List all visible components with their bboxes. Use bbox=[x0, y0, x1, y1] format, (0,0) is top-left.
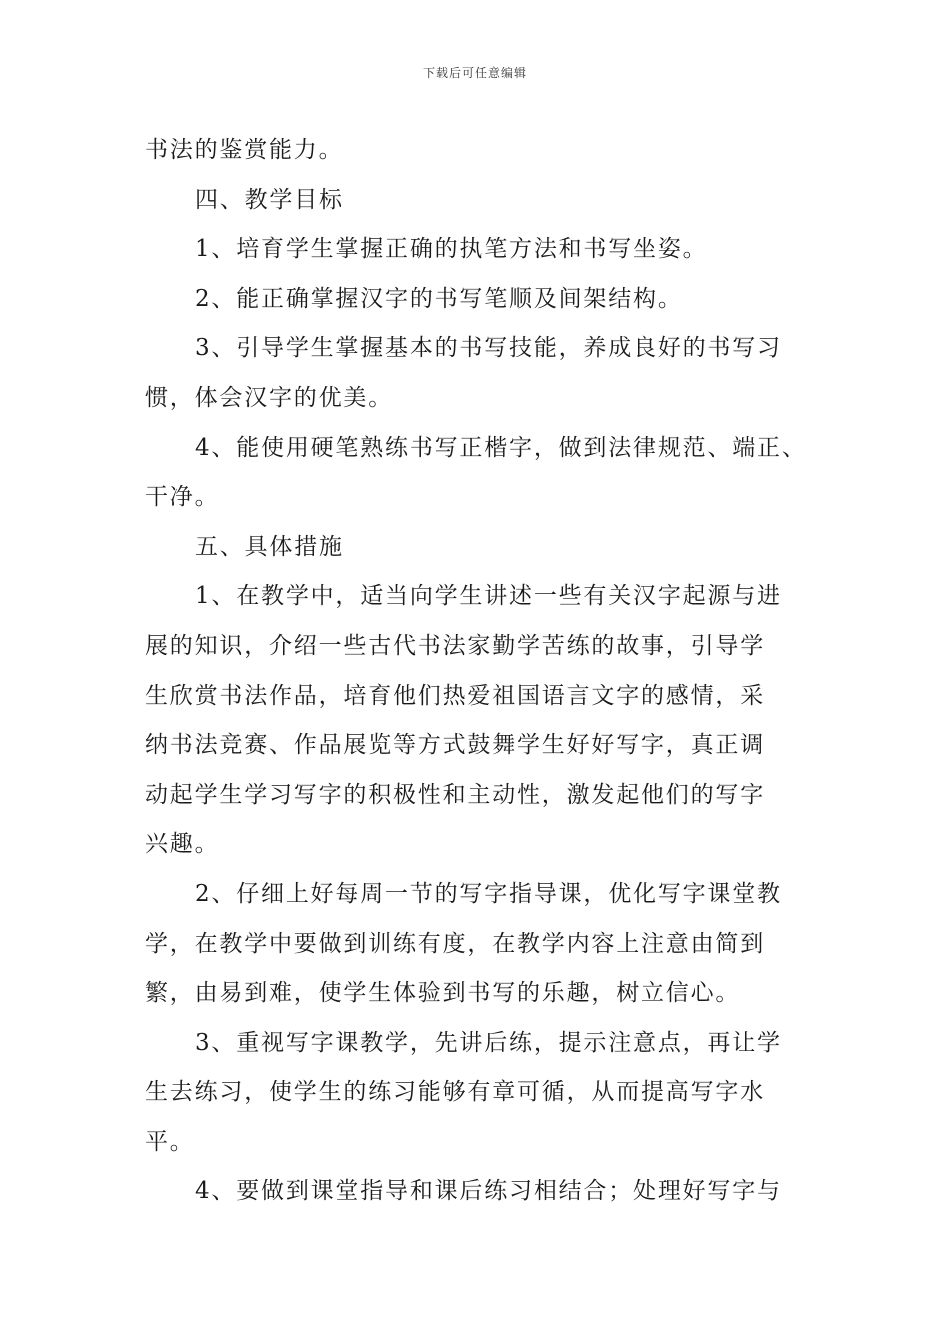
text-line-19: 3、重视写字课教学，先讲后练，提示注意点，再让学 bbox=[195, 1029, 782, 1056]
text-line-4: 2、能正确掌握汉字的书写笔顺及间架结构。 bbox=[195, 285, 683, 312]
text-line-6: 惯，体会汉字的优美。 bbox=[145, 384, 393, 411]
text-line-15: 兴趣。 bbox=[145, 831, 220, 858]
text-line-11: 展的知识，介绍一些古代书法家勤学苦练的故事，引导学 bbox=[145, 632, 765, 659]
text-line-1: 书法的鉴赏能力。 bbox=[145, 137, 344, 163]
text-line-5: 3、引导学生掌握基本的书写技能，养成良好的书写习 bbox=[195, 335, 782, 362]
text-line-10: 1、在教学中，适当向学生讲述一些有关汉字起源与进 bbox=[195, 583, 782, 610]
body-text bbox=[145, 126, 820, 1217]
text-line-17: 学，在教学中要做到训练有度，在教学内容上注意由简到 bbox=[145, 930, 765, 957]
section-heading-objectives: 四、教学目标 bbox=[195, 186, 344, 213]
text-line-12: 生欣赏书法作品，培育他们热爱祖国语言文字的感情，采 bbox=[145, 682, 765, 709]
page-header: 下载后可任意编辑 bbox=[422, 66, 527, 80]
text-line-8: 干净。 bbox=[145, 484, 220, 511]
text-line-7: 4、能使用硬笔熟练书写正楷字，做到法律规范、端正、 bbox=[195, 434, 807, 461]
text-line-13: 纳书法竞赛、作品展览等方式鼓舞学生好好写字，真正调 bbox=[145, 732, 765, 759]
text-line-20: 生去练习，使学生的练习能够有章可循，从而提高写字水 bbox=[145, 1079, 765, 1106]
text-line-21: 平。 bbox=[145, 1128, 195, 1155]
text-line-18: 繁，由易到难，使学生体验到书写的乐趣，树立信心。 bbox=[145, 980, 741, 1007]
text-line-3: 1、培育学生掌握正确的执笔方法和书写坐姿。 bbox=[195, 236, 708, 263]
text-line-22: 4、要做到课堂指导和课后练习相结合；处理好写字与 bbox=[195, 1178, 782, 1205]
text-line-16: 2、仔细上好每周一节的写字指导课，优化写字课堂教 bbox=[195, 880, 782, 907]
text-line-14: 动起学生学习写字的积极性和主动性，激发起他们的写字 bbox=[145, 781, 765, 808]
section-heading-measures: 五、具体措施 bbox=[195, 533, 344, 560]
